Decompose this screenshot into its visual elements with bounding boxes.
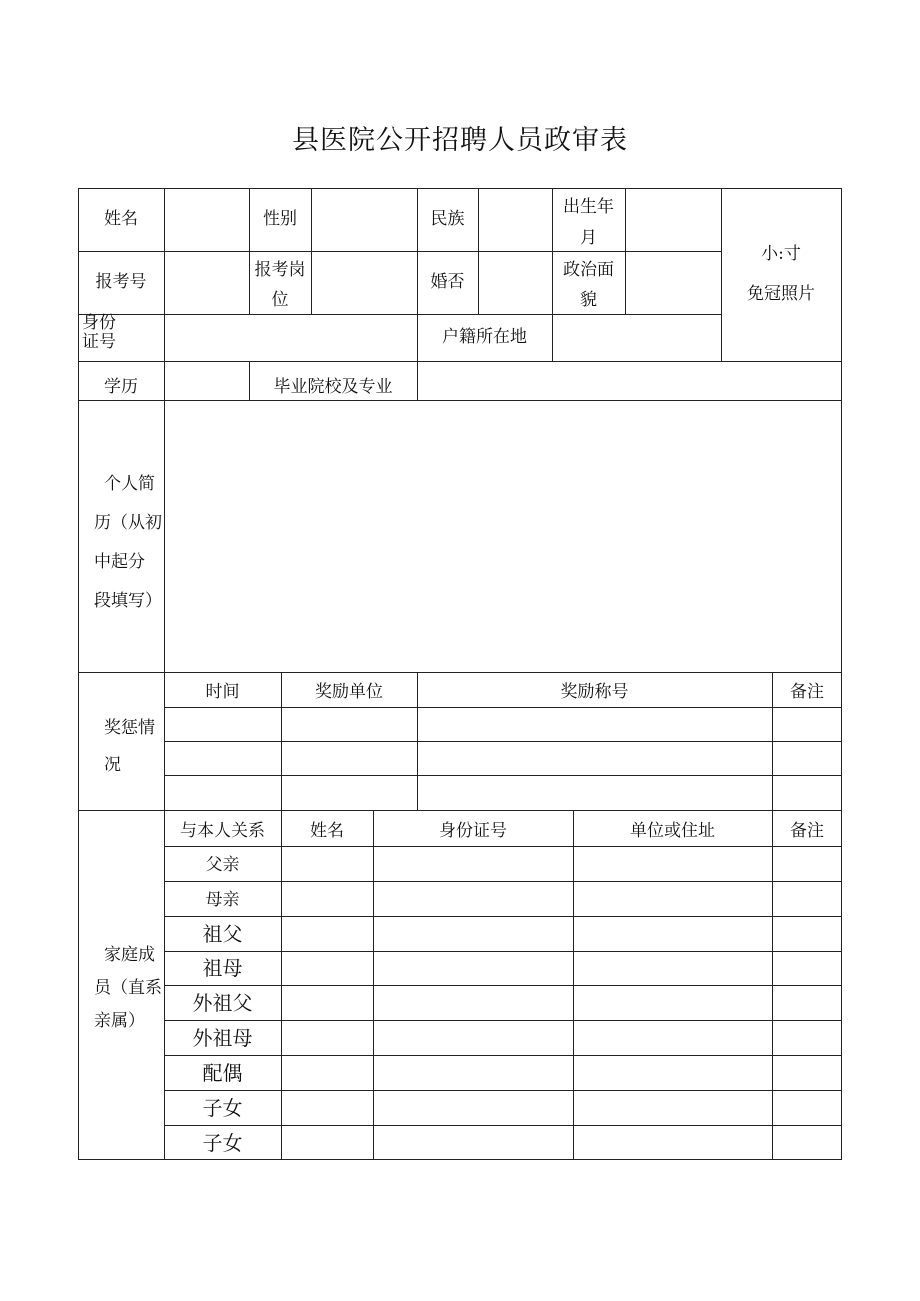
position-label-line1: 报考岗 [254, 260, 306, 280]
grid-line [164, 707, 842, 708]
rewards-label-line1: 奖惩情 [104, 718, 155, 738]
photo-caption: 免冠照片 [747, 284, 815, 304]
family-relation-child-1: 子女 [202, 1096, 243, 1120]
table-border-left [78, 188, 79, 1160]
resume-label-line4: 段填写） [94, 591, 162, 611]
education-label: 学历 [104, 377, 138, 397]
grid-line [164, 951, 842, 952]
grid-line [164, 188, 165, 314]
household-registration-label: 户籍所在地 [442, 327, 527, 347]
family-relation-maternal-grandmother: 外祖母 [192, 1026, 253, 1050]
grid-line [625, 188, 626, 314]
family-label-line1: 家庭成 [104, 945, 155, 965]
grid-line [78, 361, 842, 362]
family-relation-child-2: 子女 [202, 1131, 243, 1155]
grid-line [164, 775, 842, 776]
grid-line [78, 672, 842, 673]
grid-line [164, 881, 842, 882]
review-form-table [78, 188, 842, 1160]
family-col-remark: 备注 [790, 821, 824, 841]
grid-line [164, 846, 842, 847]
grid-line [164, 1020, 842, 1021]
family-label-line3: 亲属） [94, 1011, 145, 1031]
family-relation-grandmother: 祖母 [202, 956, 243, 980]
family-relation-father: 父亲 [205, 855, 240, 875]
rewards-label-line2: 况 [104, 755, 121, 775]
grid-line [78, 810, 842, 811]
table-border-top [78, 188, 842, 189]
resume-label-line2: 历（从初 [94, 513, 162, 533]
school-major-label: 毕业院校及专业 [273, 377, 393, 397]
family-relation-maternal-grandfather: 外祖父 [192, 991, 253, 1015]
table-border-right [841, 188, 842, 1160]
grid-line [281, 810, 282, 1160]
rewards-col-remark: 备注 [790, 682, 824, 702]
grid-line [164, 361, 165, 400]
grid-line [78, 400, 842, 401]
grid-line [417, 361, 418, 400]
grid-line [164, 916, 842, 917]
grid-line [164, 1090, 842, 1091]
table-border-bottom [78, 1159, 842, 1160]
family-relation-spouse: 配偶 [202, 1061, 243, 1085]
grid-line [164, 400, 165, 672]
rewards-col-unit: 奖励单位 [315, 682, 383, 702]
grid-line [772, 810, 773, 1160]
gender-label: 性别 [263, 209, 297, 229]
grid-line [164, 1125, 842, 1126]
ethnicity-label: 民族 [430, 209, 465, 229]
birth-label-line1: 出生年 [563, 197, 614, 217]
grid-line [478, 188, 479, 314]
political-status-label-line2: 貌 [580, 290, 597, 310]
grid-line [164, 1055, 842, 1056]
name-label: 姓名 [104, 209, 138, 229]
marital-status-label: 婚否 [430, 272, 465, 292]
rewards-col-time: 时间 [205, 682, 240, 702]
grid-line [164, 985, 842, 986]
exam-number-label: 报考号 [95, 272, 147, 292]
photo-size-text: 小:寸 [761, 244, 801, 264]
family-col-name: 姓名 [310, 821, 344, 841]
grid-line [573, 810, 574, 1160]
grid-line [164, 314, 165, 361]
political-status-label-line1: 政治面 [563, 260, 614, 280]
family-col-id-number: 身份证号 [439, 821, 507, 841]
position-label-line2: 位 [271, 290, 289, 310]
resume-label-line1: 个人简 [104, 474, 155, 494]
family-relation-grandfather: 祖父 [202, 922, 243, 946]
resume-label-line3: 中起分 [94, 552, 145, 572]
family-label-line2: 员（直系 [94, 978, 162, 998]
id-number-label-line2: 证号 [82, 332, 116, 352]
family-col-relation: 与本人关系 [180, 821, 265, 841]
grid-line [721, 188, 722, 361]
grid-line [164, 741, 842, 742]
id-number-label-line1: 身份 [82, 313, 116, 333]
grid-line [373, 810, 374, 1160]
family-col-address: 单位或住址 [630, 821, 715, 841]
birth-label-line2: 月 [580, 228, 597, 248]
grid-line [311, 188, 312, 314]
rewards-col-title: 奖励称号 [560, 682, 629, 702]
family-relation-mother: 母亲 [205, 890, 240, 910]
page-title: 县医院公开招聘人员政审表 [292, 125, 628, 156]
